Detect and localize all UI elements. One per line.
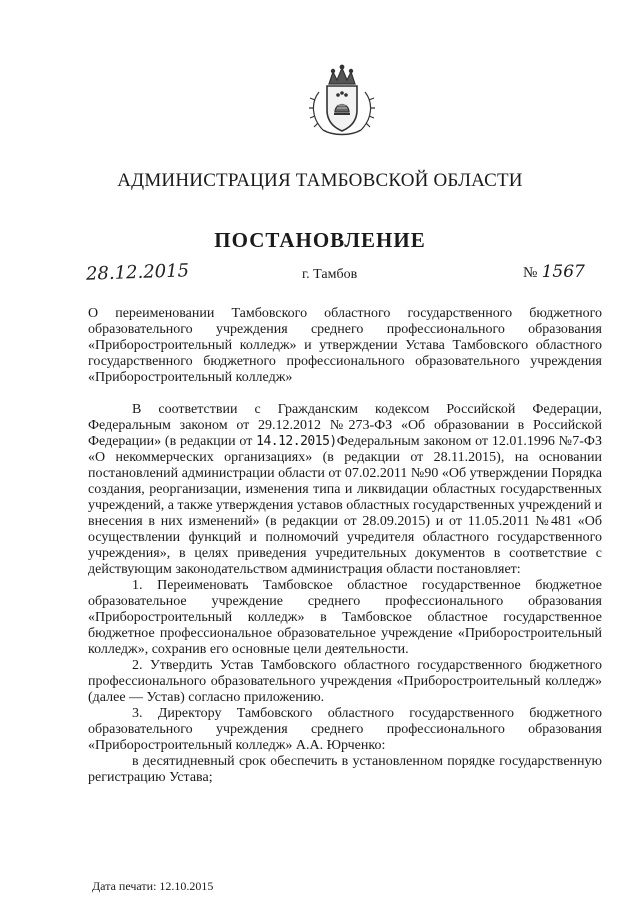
resolution-item-1: 1. Переименовать Тамбовское областное государственное бюджетное образовательное учреждение среднего профессионального образования «Приборостроительный колледж» в Тамбовское областное государственное бюджетное профессиональное образовательное учреждение «Приборостроительный колледж», сохранив его основные цели деятельности. (88, 578, 602, 657)
number-sign: № (523, 265, 538, 281)
document-type-title: ПОСТАНОВЛЕНИЕ (214, 228, 426, 252)
handwritten-number: 1567 (541, 262, 585, 282)
handwritten-date: 28.12.2015 (85, 260, 190, 285)
document-number (523, 262, 585, 282)
document-subject: О переименовании Тамбовского областного государственного бюджетного образовательного учреждения среднего профессионального образования «Приборостроительный колледж» и утверждении Устава Тамбовского областного государственного бюджетного профессионального образовательного учреждения «Приборостроительный колледж» (88, 306, 602, 385)
resolution-item-3-subitem: в десятидневный срок обеспечить в установленном порядке государственную регистрацию Устава; (88, 754, 602, 785)
preamble-text-start: В соответствии с Гражданским кодексом Российской Федерации, Федеральным законом от 29.12.2012 №273-ФЗ «Об образовании в Российской Федерации» (в редакции от (88, 402, 602, 449)
resolution-item-2: 2. Утвердить Устав Тамбовского областного государственного бюджетного профессионального образовательного учреждения «Приборостроительный колледж» (далее — Устав) согласно приложению. (88, 658, 602, 705)
coat-of-arms-icon (299, 62, 385, 140)
stamped-revision-date: 14.12.2015) (256, 434, 337, 449)
document-body (88, 402, 602, 786)
preamble-text-end: Федеральным законом от 12.01.1996 №7-ФЗ «О некоммерческих организациях» (в редакции от 28.11.2015), на основании постановлений администрации области от 07.02.2011 №90 «Об утверждении Порядка создания, реорганизации, изменения типа и ликвидации областных государственных учреждений, а также утверждения уставов областных государственных учреждений и внесения в них изменений» (в редакции от 28.09.2015) и от 11.05.2011 №481 «Об осуществлении функций и полномочий учредителя областного государственного учреждения», в целях приведения учредительных документов в соответствие с действующим законодательством администрация области постановляет: (88, 434, 602, 577)
resolution-item-3: 3. Директору Тамбовского областного государственного бюджетного образовательного учреждения среднего профессионального образования «Приборостроительный колледж» А.А. Юрченко: (88, 706, 602, 753)
print-date-footer: Дата печати: 12.10.2015 (92, 879, 214, 893)
preamble-paragraph (88, 402, 602, 578)
city-label: г. Тамбов (302, 267, 358, 282)
issuing-authority: АДМИНИСТРАЦИЯ ТАМБОВСКОЙ ОБЛАСТИ (117, 170, 523, 191)
